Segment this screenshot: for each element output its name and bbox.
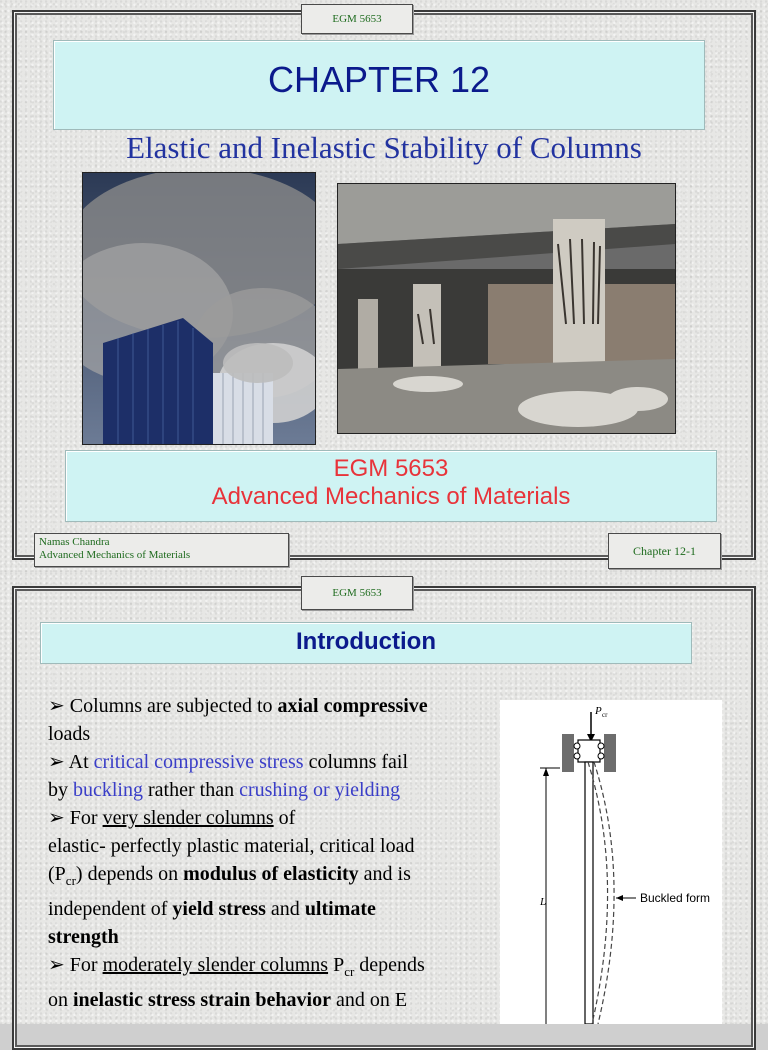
title-box [53, 40, 705, 130]
intro-title-box [40, 622, 692, 664]
tower-smoke-photo [82, 172, 316, 445]
footer-author-box [34, 533, 289, 567]
course-code: EGM 5653 [333, 455, 449, 482]
footer-author: Namas Chandra [39, 536, 110, 548]
header-tab: EGM 5653 [301, 4, 413, 34]
load-subscript: cr [602, 711, 608, 719]
slide-subtitle: Elastic and Inelastic Stability of Columns [126, 130, 642, 165]
header-tab-2: EGM 5653 [301, 576, 413, 610]
course-name: Advanced Mechanics of Materials [211, 483, 571, 510]
length-label: L [540, 896, 547, 908]
chapter-title: CHAPTER 12 [267, 59, 491, 100]
damaged-columns-photo [337, 183, 676, 434]
bullet-4: ➢ For moderately slender columns $P_{cr}$ depends [48, 954, 425, 979]
bullet-3: ➢ For very slender columns of [48, 807, 296, 829]
course-box [65, 450, 717, 522]
footer-page-number: Chapter 12-1 [608, 533, 721, 569]
bullet-list: ➢ Columns are subjected to axial compressive loads ➢ At critical compressive stress columns fail by buckling rather than crushing or yielding ➢ For very slender columns of elastic- perfectly plastic material, critical load $(P_{cr})$ depends on modulus of elasticity and is independent of yield stress and ultimate strength ➢ For moderately slender columns $P_{cr}$ depends on inelastic stress strain behavior and on E [48, 692, 493, 1014]
bullet-2: ➢ At critical compressive stress columns fail [48, 751, 409, 773]
load-label: P [595, 705, 602, 717]
buckled-form-label: Buckled form [640, 891, 711, 905]
intro-title: Introduction [296, 628, 436, 655]
footer-course: Advanced Mechanics of Materials [39, 549, 191, 561]
bullet-1: ➢ Columns are subjected to axial compressive [48, 695, 428, 717]
buckling-figure [500, 700, 722, 1024]
